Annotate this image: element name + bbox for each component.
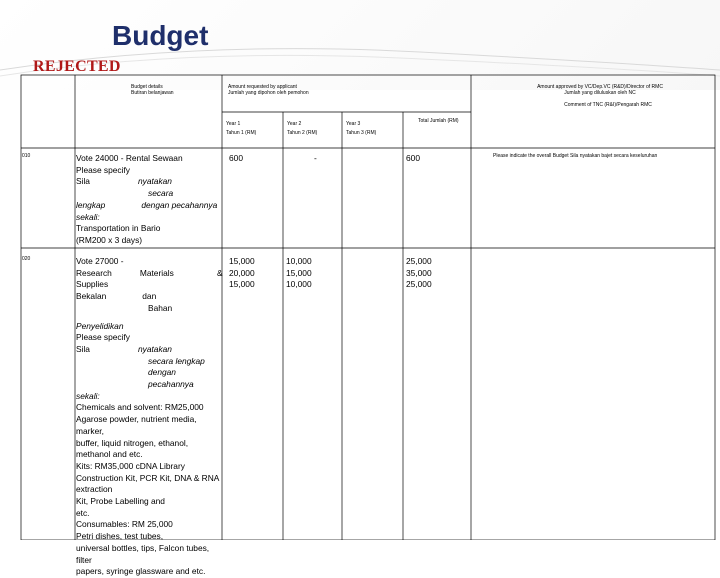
row1-description: Vote 24000 - Rental Sewaan Please specify Sila nyatakan secara lengkap dengan pecahannya sekali: Transportation in Bario (RM200 x 3 days) — [76, 153, 218, 245]
row2-description: Vote 27000 - Research Materials Supplies Bekalan dan Bahan Penyelidikan Please specify Sila nyatakan secara lengkap dengan pecahannya sekali: Chemicals and solvent: RM25,000 Agarose powder, nutrient media, marker, buffer, liquid nitrogen, ethanol, methanol and etc. Kits: RM35,000 cDNA Library Construction Kit, PCR Kit, DNA & RNA extraction Kit, Probe Labelling and etc. Consumables: RM 25,000 Petri dishes, test tubes, universal bottles, tips, Falcon tubes, filter papers, syringe glassware and etc. — [76, 256, 220, 577]
header-total: Total Jumlah (RM) — [418, 118, 459, 124]
header-committee-comment: Comment of TNC (R&I)/Pengarah RMC — [564, 102, 652, 108]
header-year1: Year 1 Tahun 1 (RM) — [226, 121, 257, 136]
row1-comment: Please indicate the overall Budget Sila nyatakan bajet secara keseluruhan — [493, 153, 658, 159]
row2-year1: 15,000 20,000 15,000 — [229, 256, 255, 290]
row1-year1: 600 — [229, 153, 243, 163]
row1-year2: - — [314, 153, 317, 163]
header-amount-requested: Amount requested by applicant Jumlah yang dipohon oleh pemohon — [228, 84, 309, 96]
row2-year2: 10,000 15,000 10,000 — [286, 256, 312, 290]
slide-title: Budget — [112, 20, 209, 51]
header-budget-details: Budget details Butiran belanjawan — [131, 84, 174, 96]
header-year3: Year 3 Tahun 3 (RM) — [346, 121, 377, 136]
row2-ampersand: & — [217, 268, 223, 278]
header-year2: Year 2 Tahun 2 (RM) — [287, 121, 318, 136]
row2-code: 020 — [22, 256, 31, 262]
row1-code: 010 — [22, 153, 31, 159]
header-amount-approved: Amount approved by VC/Dep.VC (R&D)/Director of RMC Jumlah yang diluluskan oleh NC — [537, 84, 663, 96]
rejected-stamp: REJECTED — [33, 58, 121, 75]
row1-total: 600 — [406, 153, 420, 163]
row2-total: 25,000 35,000 25,000 — [406, 256, 432, 290]
